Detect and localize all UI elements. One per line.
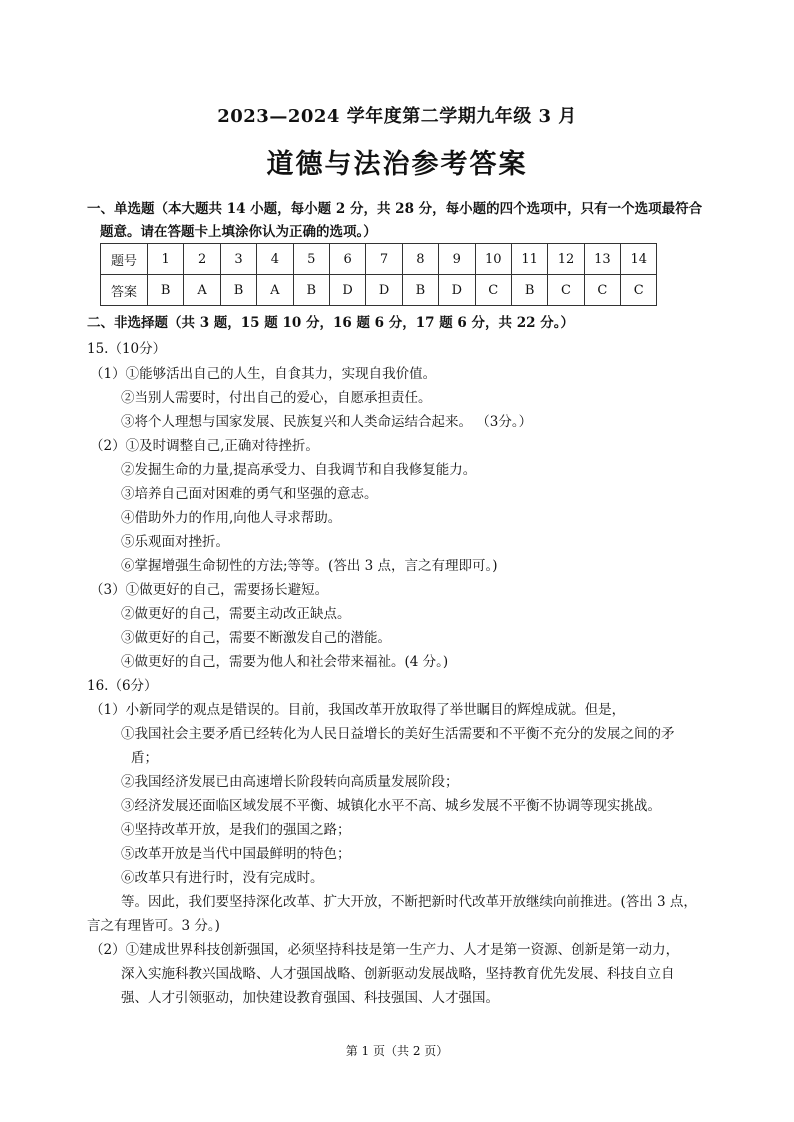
q15-heading: 15.（10分） [87,341,167,357]
question-number: 7 [366,244,402,275]
exam-title: 2023—2024 学年度第二学期九年级 3 月 [217,106,577,127]
q16-1-line: （1）小新同学的观点是错误的。目前，我国改革开放取得了举世瞩目的辉煌成就。但是， [90,702,626,718]
answer-table [100,243,657,306]
q15-2-line: （2）①及时调整自己,正确对待挫折。 [90,438,319,454]
q16-2-line: 强、人才引领驱动，加快建设教育强国、科技强国、人才强国。 [121,990,499,1006]
question-number: 14 [621,244,657,275]
q15-2-line: ③培养自己面对困难的勇气和坚强的意志。 [121,486,378,502]
answer-cell: B [148,275,184,306]
q16-1-line: ①我国社会主要矛盾已经转化为人民日益增长的美好生活需要和不平衡不充分的发展之间的矛 [121,726,675,742]
q15-3-line: （3）①做更好的自己，需要扬长避短。 [90,582,329,598]
q16-1-line: 等。因此，我们要坚持深化改革、扩大开放，不断把新时代改革开放继续向前推进。(答出 3 点， [121,894,697,910]
section1-heading-line1: 一、单选题（本大题共 14 小题，每小题 2 分，共 28 分，每小题的四个选项中，只有一个选项最符合 [87,201,703,217]
question-number: 6 [329,244,365,275]
q16-1-line: ③经济发展还面临区域发展不平衡、城镇化水平不高、城乡发展不平衡不协调等现实挑战。 [121,798,661,814]
subject-title: 道德与法治参考答案 [266,149,528,180]
answer-cell: C [548,275,584,306]
section2-heading: 二、非选择题（共 3 题，15 题 10 分，16 题 6 分，17 题 6 分，共 22 分。） [87,315,574,331]
q16-1-line: ④坚持改革开放，是我们的强国之路； [121,822,351,838]
question-number: 8 [402,244,438,275]
answer-cell: B [402,275,438,306]
q15-2-line: ②发掘生命的力量,提高承受力、自我调节和自我修复能力。 [121,462,477,478]
row-label-number: 题号 [101,244,148,275]
q15-2-line: ⑥掌握增强生命韧性的方法;等等。(答出 3 点，言之有理即可。) [121,558,498,574]
question-number: 12 [548,244,584,275]
table-row-answers [101,275,657,306]
question-number: 3 [220,244,256,275]
q15-3-line: ④做更好的自己，需要为他人和社会带来福祉。(4 分。) [121,654,449,670]
answer-cell: B [511,275,547,306]
question-number: 5 [293,244,329,275]
answer-cell: A [257,275,293,306]
q15-2-line: ④借助外力的作用,向他人寻求帮助。 [121,510,342,526]
q16-1-line: ②我国经济发展已由高速增长阶段转向高质量发展阶段； [121,774,459,790]
answer-cell: D [439,275,475,306]
answer-cell: B [220,275,256,306]
answer-cell: C [475,275,511,306]
question-number: 11 [511,244,547,275]
table-row-numbers [101,244,657,275]
q16-heading: 16.（6分） [87,678,158,694]
q16-1-line: ⑤改革开放是当代中国最鲜明的特色； [121,846,351,862]
answer-cell: C [584,275,620,306]
q16-2-line: （2）①建成世界科技创新强国，必须坚持科技是第一生产力、人才是第一资源、创新是第一动力， [90,942,680,958]
row-label-answer: 答案 [101,275,148,306]
section1-heading-line2: 题意。请在答题卡上填涂你认为正确的选项。） [100,224,377,240]
question-number: 2 [184,244,220,275]
question-number: 9 [439,244,475,275]
q15-3-line: ③做更好的自己，需要不断激发自己的潜能。 [121,630,391,646]
question-number: 1 [148,244,184,275]
q15-1-line: ③将个人理想与国家发展、民族复兴和人类命运结合起来。 （3分。） [121,414,533,430]
q16-1-line: 言之有理皆可。3 分。) [87,918,220,934]
question-number: 4 [257,244,293,275]
answer-cell: D [366,275,402,306]
q15-1-line: ②当别人需要时，付出自己的爱心，自愿承担责任。 [121,390,432,406]
answer-cell: D [329,275,365,306]
question-number: 13 [584,244,620,275]
q15-3-line: ②做更好的自己，需要主动改正缺点。 [121,606,351,622]
page-footer: 第 1 页（共 2 页） [345,1044,449,1058]
answer-cell: C [621,275,657,306]
q15-2-line: ⑤乐观面对挫折。 [121,534,229,550]
question-number: 10 [475,244,511,275]
q16-2-line: 深入实施科教兴国战略、人才强国战略、创新驱动发展战略，坚持教育优先发展、科技自立自 [121,966,675,982]
q16-1-line: 盾； [131,750,158,766]
answer-cell: A [184,275,220,306]
answer-cell: B [293,275,329,306]
q16-1-line: ⑥改革只有进行时，没有完成时。 [121,870,324,886]
q15-1-line: （1）①能够活出自己的人生，自食其力，实现自我价值。 [90,366,437,382]
